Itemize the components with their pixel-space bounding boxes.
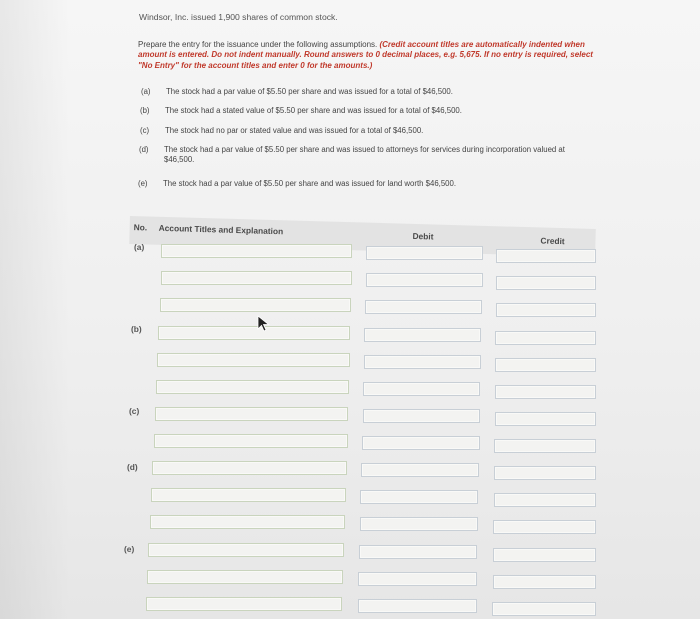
header-account: Account Titles and Explanation (158, 222, 284, 237)
header-credit: Credit (540, 235, 565, 247)
credit-input[interactable] (496, 303, 596, 317)
credit-input[interactable] (496, 249, 596, 263)
entry-label-d: (d) (127, 462, 138, 472)
account-input[interactable] (152, 461, 347, 475)
credit-input[interactable] (494, 493, 596, 507)
debit-input[interactable] (360, 517, 478, 531)
account-input[interactable] (150, 515, 345, 529)
credit-input[interactable] (494, 466, 596, 480)
scenario-text: The stock had no par or stated value and was issued for a total of $46,500. (165, 126, 424, 135)
account-input[interactable] (160, 298, 351, 312)
account-input[interactable] (157, 353, 350, 367)
scenario-text: The stock had a par value of $5.50 per share and was issued to attorneys for services during incorporation valued at $46,500. (164, 145, 565, 164)
debit-input[interactable] (358, 599, 477, 613)
debit-input[interactable] (366, 273, 483, 287)
header-no: No. (133, 222, 148, 233)
debit-input[interactable] (358, 572, 477, 586)
scenario-b (140, 106, 600, 116)
debit-input[interactable] (362, 436, 480, 450)
debit-input[interactable] (364, 328, 481, 342)
entry-label-b: (b) (131, 324, 142, 334)
account-input[interactable] (154, 434, 348, 448)
account-input[interactable] (147, 570, 343, 584)
instructions (138, 40, 593, 71)
scenario-c (140, 126, 600, 136)
scenario-label: (b) (140, 106, 150, 115)
debit-input[interactable] (360, 490, 478, 504)
credit-input[interactable] (495, 385, 596, 399)
scenario-text: The stock had a par value of $5.50 per share and was issued for a total of $46,500. (166, 87, 453, 96)
debit-input[interactable] (359, 545, 477, 559)
mouse-pointer-icon (257, 315, 271, 333)
credit-input[interactable] (495, 358, 596, 372)
credit-input[interactable] (494, 439, 596, 453)
account-input[interactable] (158, 326, 350, 340)
scenario-label: (e) (138, 179, 148, 188)
entry-label-e: (e) (124, 544, 135, 554)
entry-label-a: (a) (134, 242, 145, 252)
credit-input[interactable] (495, 412, 596, 426)
scenario-text: The stock had a par value of $5.50 per share and was issued for land worth $46,500. (163, 179, 457, 188)
header-debit: Debit (412, 230, 434, 242)
scenario-e (138, 179, 598, 189)
credit-input[interactable] (493, 520, 596, 534)
account-input[interactable] (161, 271, 352, 285)
problem-intro: Windsor, Inc. issued 1,900 shares of common stock. (139, 12, 338, 22)
scenario-label: (c) (140, 126, 150, 135)
account-input[interactable] (161, 244, 352, 258)
debit-input[interactable] (363, 409, 480, 423)
debit-input[interactable] (364, 355, 481, 369)
scenario-a (141, 87, 601, 97)
credit-input[interactable] (492, 602, 596, 616)
scenario-d (139, 145, 599, 167)
account-input[interactable] (156, 380, 349, 394)
debit-input[interactable] (365, 300, 482, 314)
account-input[interactable] (151, 488, 346, 502)
scenario-label: (d) (139, 145, 149, 154)
debit-input[interactable] (366, 246, 483, 260)
account-input[interactable] (155, 407, 348, 421)
account-input[interactable] (146, 597, 342, 611)
scenario-label: (a) (141, 87, 151, 96)
credit-input[interactable] (495, 331, 596, 345)
debit-input[interactable] (363, 382, 480, 396)
credit-input[interactable] (493, 548, 596, 562)
credit-input[interactable] (496, 276, 596, 290)
account-input[interactable] (148, 543, 344, 557)
scenario-text: The stock had a stated value of $5.50 per share and was issued for a total of $46,500. (165, 106, 462, 115)
entry-label-c: (c) (129, 406, 140, 416)
instructions-note: (Credit account titles are automatically indented when amount is entered. Do not indent manually. Round answers to 0 decimal places, e.g. 5,675. If no entry is required, select "No Entry" for the account titles and enter 0 for the amounts.) (138, 40, 593, 70)
credit-input[interactable] (493, 575, 596, 589)
instructions-lead: Prepare the entry for the issuance under the following assumptions. (138, 40, 378, 49)
debit-input[interactable] (361, 463, 479, 477)
